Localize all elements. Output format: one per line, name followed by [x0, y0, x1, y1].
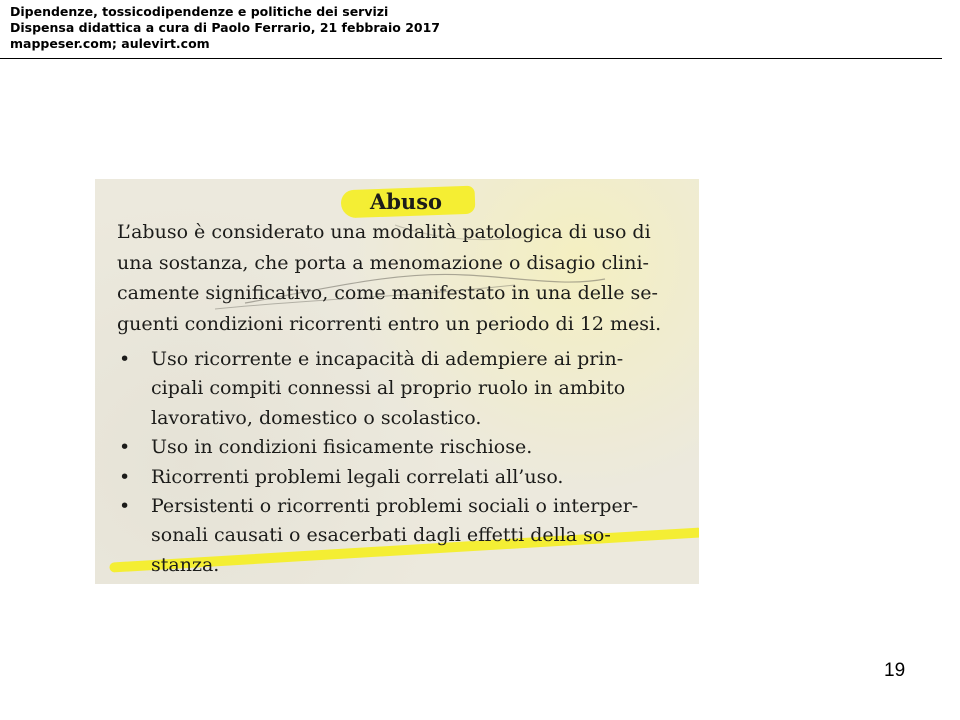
list-item-line: stanza. [151, 553, 220, 576]
page-number: 19 [884, 660, 906, 681]
header-subtitle-line: Dispensa didattica a cura di Paolo Ferrario, 21 febbraio 2017 [10, 20, 440, 35]
bullet-icon: • [119, 465, 131, 488]
list-item-line: Uso ricorrente e incapacità di adempiere ai prin- [151, 348, 624, 370]
list-item [117, 463, 695, 492]
scanned-text-image [95, 179, 699, 584]
criteria-list [117, 345, 695, 580]
bullet-icon: • [119, 495, 131, 518]
list-item-line: Uso in condizioni fisicamente rischiose. [151, 436, 533, 459]
bullet-icon: • [119, 436, 131, 459]
paragraph-line: una sostanza, che porta a menomazione o disagio clini- [117, 251, 649, 274]
definition-paragraph [117, 217, 691, 339]
bullet-icon: • [119, 348, 131, 370]
paragraph-line: camente significativo, come manifestato in una delle se- [117, 282, 658, 305]
paragraph-line: guenti condizioni ricorrenti entro un periodo di 12 mesi. [117, 312, 662, 335]
section-title: Abuso [369, 189, 443, 214]
list-item-line: lavorativo, domestico o scolastico. [151, 406, 482, 429]
header-websites-line: mappeser.com; aulevirt.com [10, 36, 210, 51]
header-title-line: Dipendenze, tossicodipendenze e politiche dei servizi [10, 4, 389, 19]
list-item-line: cipali compiti connessi al proprio ruolo in ambito [151, 377, 626, 400]
header-divider [0, 58, 942, 59]
paragraph-line: L’abuso è considerato una modalità patologica di uso di [117, 221, 651, 243]
list-item-line: Persistenti o ricorrenti problemi sociali o interper- [151, 495, 639, 518]
list-item [117, 345, 695, 433]
list-item [117, 492, 695, 580]
list-item-line: Ricorrenti problemi legali correlati all’uso. [151, 465, 564, 488]
list-item [117, 433, 695, 462]
slide-header [10, 4, 940, 52]
list-item-line: sonali causati o esacerbati dagli effetti della so- [151, 524, 611, 547]
